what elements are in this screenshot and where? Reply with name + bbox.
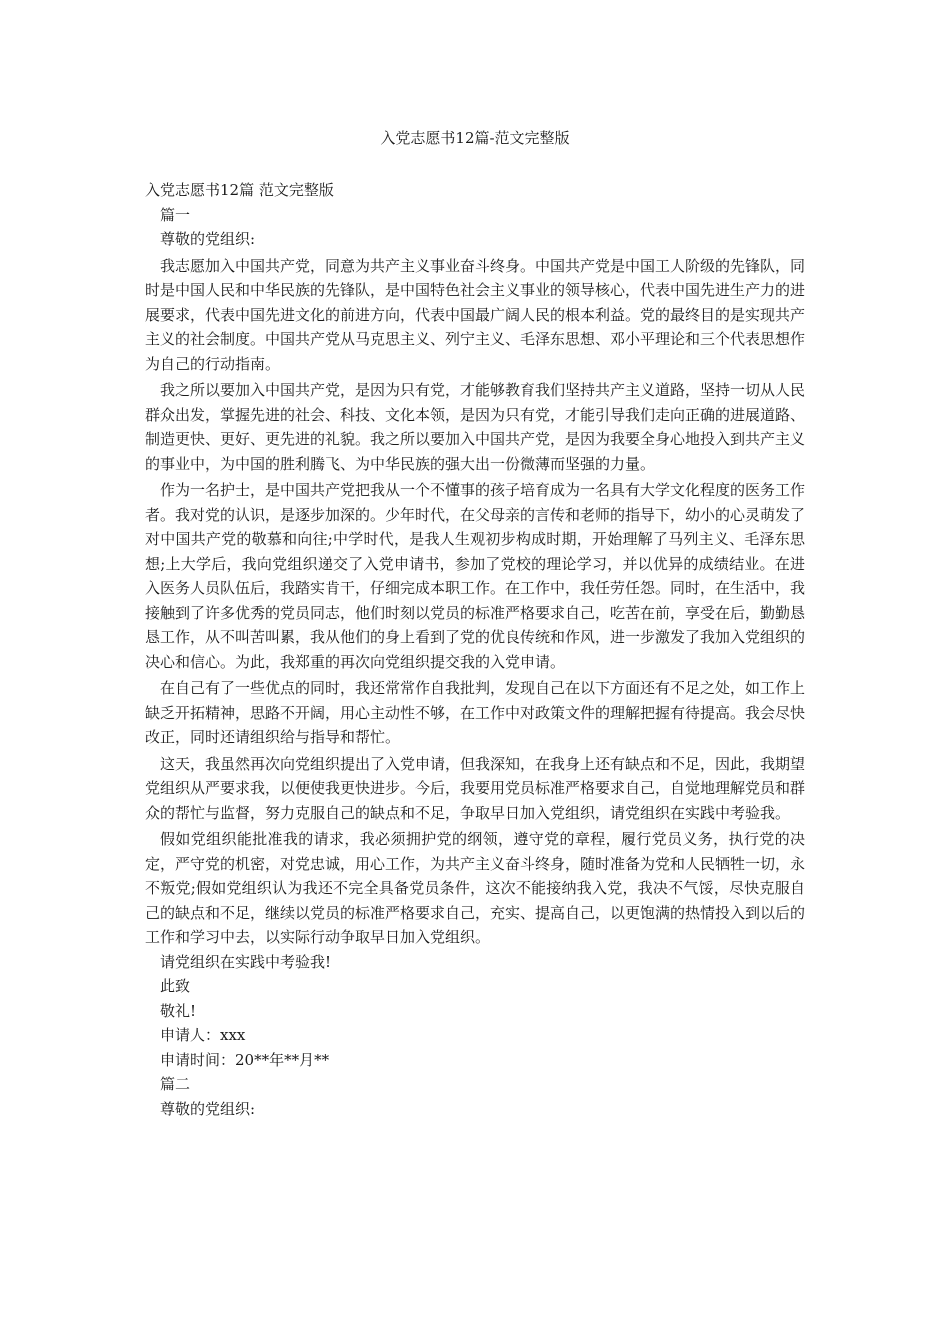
applicant-line: 申请人：xxx [160, 1026, 246, 1044]
regards-line-1: 此致 [160, 977, 191, 995]
paragraph-4: 在自己有了一些优点的同时，我还常常作自我批判，发现自己在以下方面还有不足之处，如工作上缺乏开拓精神，思路不开阔，用心主动性不够，在工作中对政策文件的理解把握有待提高。我会尽快改正，同时还请组织给与指导和帮忙。 [145, 679, 806, 746]
closing-line: 请党组织在实践中考验我! [160, 952, 332, 971]
paragraph-1: 我志愿加入中国共产党，同意为共产主义事业奋斗终身。中国共产党是中国工人阶级的先锋队，同时是中国人民和中华民族的先锋队，是中国特色社会主义事业的领导核心，代表中国先进生产力的进展要求，代表中国先进文化的前进方向，代表中国最广阔人民的根本利益。党的最终目的是实现共产主义的社会制度。中国共产党从马克思主义、列宁主义、毛泽东思想、邓小平理论和三个代表思想作为自己的行动指南。 [145, 256, 806, 373]
section-heading-2: 篇二 [160, 1075, 191, 1093]
paragraph-5: 这天，我虽然再次向党组织提出了入党申请，但我深知，在我身上还有缺点和不足，因此，我期望党组织从严要求我，以便使我更快进步。今后，我要用党员标准严格要求自己，自觉地理解党员和群众的帮忙与监督，努力克服自己的缺点和不足，争取早日加入党组织，请党组织在实践中考验我。 [145, 754, 806, 822]
salutation-1: 尊敬的党组织: [160, 230, 256, 248]
date-line: 申请时间：20**年**月** [160, 1050, 330, 1069]
document-body [145, 178, 805, 1121]
regards-line-2: 敬礼! [160, 1001, 197, 1020]
document-subtitle: 入党志愿书12篇 范文完整版 [145, 181, 334, 199]
paragraph-3: 作为一名护士，是中国共产党把我从一个不懂事的孩子培育成为一名具有大学文化程度的医务工作者。我对党的认识，是逐步加深的。少年时代，在父母亲的言传和老师的指导下，幼小的心灵萌发了对中国共产党的敬慕和向往;中学时代，是我人生观初步构成时期，开始理解了马列主义、毛泽东思想;上大学后，我向党组织递交了入党申请书，参加了党校的理论学习，并以优异的成绩结业。在进入医务人员队伍后，我踏实肯干，仔细完成本职工作。在工作中，我任劳任怨。同时，在生活中，我接触到了许多优秀的党员同志，他们时刻以党员的标准严格要求自己，吃苦在前，享受在后，勤勤恳恳工作，从不叫苦叫累，我从他们的身上看到了党的优良传统和作风，进一步激发了我加入党组织的决心和信心。为此，我郑重的再次向党组织提交我的入党申请。 [145, 481, 806, 671]
document-title: 入党志愿书12篇-范文完整版 [380, 129, 570, 147]
paragraph-2: 我之所以要加入中国共产党，是因为只有党，才能够教育我们坚持共产主义道路，坚持一切从人民群众出发，掌握先进的社会、科技、文化本领，是因为只有党，才能引导我们走向正确的进展道路、制造更快、更好、更先进的礼貌。我之所以要加入中国共产党，是因为我要全身心地投入到共产主义的事业中，为中国的胜利腾飞、为中华民族的强大出一份微薄而坚强的力量。 [145, 381, 806, 473]
paragraph-6: 假如党组织能批准我的请求，我必须拥护党的纲领，遵守党的章程，履行党员义务，执行党的决定，严守党的机密，对党忠诚，用心工作，为共产主义奋斗终身，随时准备为党和人民牺牲一切，永不叛党;假如党组织认为我还不完全具备党员条件，这次不能接纳我入党，我决不气馁，尽快克服自己的缺点和不足，继续以党员的标准严格要求自己，充实、提高自己，以更饱满的热情投入到以后的工作和学习中去，以实际行动争取早日加入党组织。 [145, 830, 806, 946]
section-heading-1: 篇一 [160, 205, 191, 224]
salutation-2: 尊敬的党组织: [160, 1099, 256, 1118]
